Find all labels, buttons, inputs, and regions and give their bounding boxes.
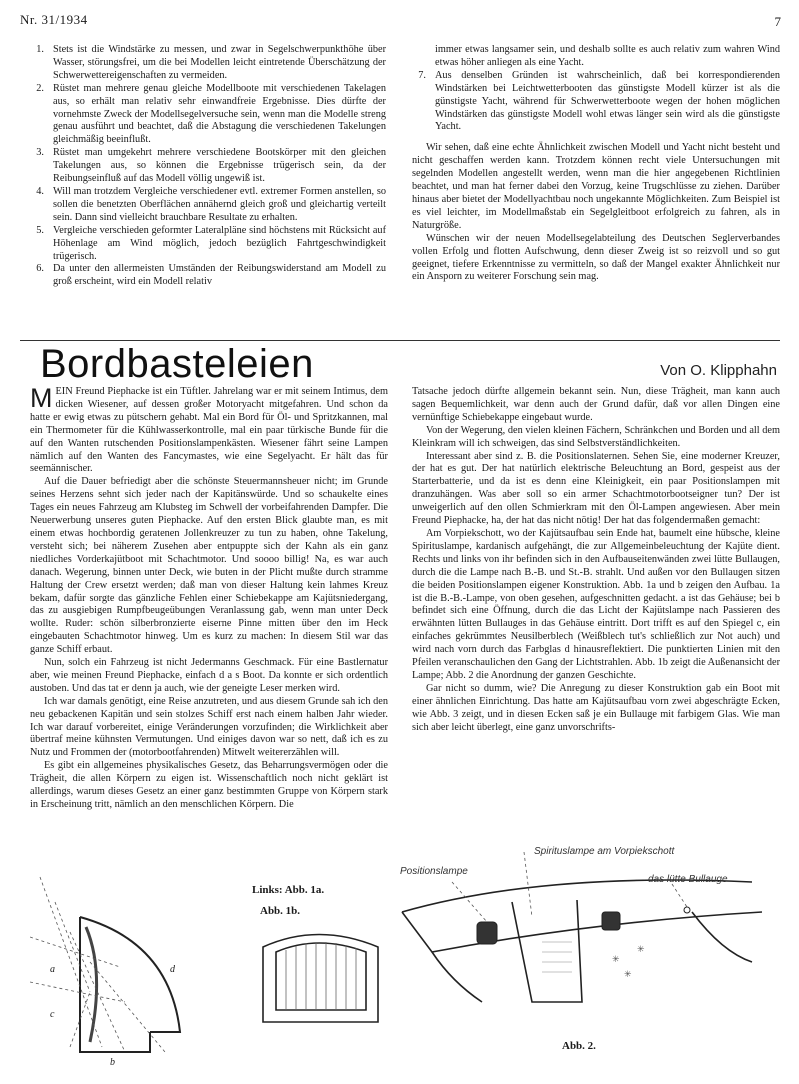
conclusion-list: [30, 44, 386, 289]
section-divider: [20, 340, 780, 341]
label-b: b: [110, 1057, 115, 1068]
paragraph: Gar nicht so dumm, wie? Die Anregung zu dieser Konstruktion gab ein Boot mit einer ähnlichen Einrichtung. Das hatte am Kajütsaufbau vorn zwei abgeschrägte Ecken, wie Abb. 3 zeigt, und in diesen Ecken saß je ein Bullauge mit farbigem Glas. Wie man sich aber leicht überlegt, eine ganz unvorschrifts-: [412, 682, 780, 733]
paragraph: Interessant aber sind z. B. die Positionslaternen. Sehen Sie, eine moderner Kreuzer, der hat es gut. Der hat natürlich elektrische Beleuchtung an Bord, gespeist aus der Starterbatterie, und da ist es denn eine Kleinigkeit, ein paar Positionslampen mit dranzuhängen. Was aber soll so ein armer Schachtmotorbootseigner tun? Der ist unweigerlich auf den ollen Schmierkram mit den Öl-Lampen angewiesen. Aber mein Freund Piephacke, ha, der hat das nicht nötig! Der hat das folgendermaßen gemacht:: [412, 450, 780, 527]
paragraph: Wünschen wir der neuen Modellsegelabteilung des Deutschen Seglerverbandes vollen Erfolg und flotten Aufschwung, denn dieser Zweig ist so reizvoll und so gut geeignet, tiefere Erkenntnisse zu vermitteln, so daß der Mangel exakter Ähnlichkeit nur ein Ansporn zu weiterer Forschung sein mag.: [412, 232, 780, 283]
issue-number: Nr. 31/1934: [20, 12, 88, 27]
paragraph: Ich war damals genötigt, eine Reise anzutreten, und aus diesem Grunde sah ich den neu gebackenen Kapitän und sein stolzes Schiff erst nach einem halben Jahr wieder. Ich war darauf vorbereitet, einige Veränderungen vorzufinden; die Wirklichkeit aber übertraf meine kühnsten Vermutungen. Und einiges davon war so nett, daß ich es zu Nutz und Frommen der (motorbootfahrenden) Mitwelt weitererzählen will.: [30, 695, 388, 759]
label-a: a: [50, 964, 55, 975]
paragraph: Von der Wegerung, den vielen kleinen Fächern, Schränkchen und Borden und all dem Kleinkram will ich schweigen, das sind Selbstverständlichkeiten.: [412, 424, 780, 449]
paragraph: Tatsache jedoch dürfte allgemein bekannt sein. Nun, diese Trägheit, man kann auch sagen Bequemlichkeit, war denn auch der Grund dafür, daß vor allen Dingen eine vernünftige Schiebekappe eingebaut wurde.: [412, 386, 780, 423]
label-positionslampe: Positionslampe: [400, 866, 468, 877]
figure-1a-lamp-section: [30, 872, 245, 1072]
label-d: d: [170, 964, 175, 975]
paragraph: Es gibt ein allgemeines physikalisches Gesetz, das Beharrungsvermögen oder die Trägheit, die allen Körpern zu eigen ist. Wissenschaftlich noch nicht geklärt ist allerdings, warum dieses Gesetz an einer ganz bestimmten Gruppe von Körpern stark in Erscheinung tritt, nämlich an den menschlichen Körpern. Die: [30, 760, 388, 810]
label-c: c: [50, 1009, 55, 1020]
paragraph: Am Vorpiekschott, wo der Kajütsaufbau sein Ende hat, baumelt eine hübsche, kleine Spirituslampe, kardanisch aufgehängt, die zur Allgemeinbeleuchtung der Kajüte dient. Rechts und links von ihr befinden sich in den Aufbauseitenwänden zwei lütte Bullaugen, durch die die Lampe nach B.-B. und St.-B. strahlt. Und außen vor den Bullaugen sitzen die beiden Positionslampen eigener Konstruktion. Abb. 1a und b zeigen den Aufbau. 1a ist die B.-B.-Lampe, von oben gesehen, aufgeschnitten gedacht. a ist das Gehäuse; bei b befindet sich eine Öffnung, durch die das Licht der Kajütslampe nach Passieren des erwähnten lütten Bullauges in das Gehäuse eintritt. Dort trifft es auf den Spiegel c, ein einfaches gekrümmtes Neusilberblech (Weißblech tut's schließlich zur Not auch) und wird nach vorn durch das Farbglas d hinausreflektiert. Die punktierten Linien mit den Pfeilen veranschaulichen den Gang der Lichtstrahlen. Abb. 1b zeigt die Außenansicht der Lampe; Abb. 2 die Anordnung der ganzen Geschichte.: [412, 527, 780, 681]
list-item: 1. Stets ist die Windstärke zu messen, und zwar in Segelschwerpunkthöhe über Wasser, störungsfrei, um die bei Modellen leicht eintretende Überschätzung der Schwerwettereigenschaften zu vermeiden.: [36, 44, 386, 81]
label-bullauge: das lütte Bullauge: [648, 874, 728, 885]
list-item-continuation: immer etwas langsamer sein, und deshalb sollte es auch relativ zum wahren Wind etwas höher anliegen als eine Yacht.: [435, 44, 780, 68]
page-number: 7: [774, 14, 781, 29]
paragraph: Nun, solch ein Fahrzeug ist nicht Jedermanns Geschmack. Für eine Bastlernatur aber, wie meinen Freund Piephacke, einfach d a s Boot. Da konnte er sich ordentlich austoben. Und das tat er denn ja auch, wie der geneigte Leser merken wird.: [30, 657, 388, 694]
svg-text:✳: ✳: [624, 970, 632, 980]
paragraph: MEIN Freund Piephacke ist ein Tüftler. Jahrelang war er mit seinem Intimus, dem dicken Wiesener, auf dessen großer Motoryacht mitgefahren. Und schon da hatte er ewig etwas zu pütschern gehabt. Mal ein Bord für Öl- und Spritzkannen, mal ein Thermometer für die Kühlwasserkontrolle, mal ein paar türkische Bunde für die auf den Wanten rutschenden Positionslampenkästen. Wiesener fährt seine Lampen nämlich auf den Wanten des Fancymastes, wie eine Segelyacht. Er hält das für seemännischer.: [30, 383, 388, 475]
caption-abb-1b: Abb. 1b.: [260, 905, 301, 917]
list-item: 5. Vergleiche verschieden geformter Lateralpläne sind höchstens mit Rücksicht auf Höhenlage am Wind möglich, jedoch bezüglich Fahrtgeschwindigkeit trügerisch.: [36, 224, 386, 262]
article-author: Von O. Klipphahn: [660, 362, 777, 379]
paragraph: Auf die Dauer befriedigt aber die schönste Steuermannsheuer nicht; im Grunde seines Herzens sehnt sich jeder nach der Kapitänswürde. Und so schaukelte eines Tages ein neues Fahrzeug am Klubsteg im Schwell der vorbeifahrenden Dampfer. Die Neuerwerbung unseres guten Piephacke. Auf den ersten Blick glaubte man, es mit einem etwas hochbordig geratenen Jollenkreuzer zu tun zu haben, ohne Takelung, versteht sich; bei näherem Zusehen aber entpuppte sich der Kahn als ein ganz niedliches Vorderkajütboot mit Schachtmotor. Und soooo billig! Na, es war auch danach. Wegerung, binnen unter Deck, wie buten in der Plicht mußte durch stramme Haltung der Crew ersetzt werden; daß man von dieser Haltung kein lahmes Kreuz bekam, dafür sorgte das gänzliche Fehlen einer Schiebekappe am Kajütsniedergang, das zu ausgiebigen Rumpfbeugeübungen Veranlassung gab, wenn man unter Deck wollte. Ruder: schön silberbronzierte eiserne Pinne mitten über den im Heck eingebauten Schachtmotor hinweg. Um es kurz zu machen: In diesem Stil war das ganze Schiff erbaut.: [30, 476, 388, 656]
paragraph: Wir sehen, daß eine echte Ähnlichkeit zwischen Modell und Yacht nicht besteht und nicht geschaffen werden kann. Trotzdem können recht viele Untersuchungen mit segelnden Modellen angestellt werden, wenn man die hier angegebenen Richtlinien beachtet, und man hat ferner dabei den Vorzug, keine Trugschlüsse zu ziehen. Darüber hinaus aber bietet der Modellyachtbau noch ungekannte Möglichkeiten. Zum Beispiel ist es viel leichter, im Modellmaßstab ein Segelgleitboot erfolgreich zu fahren, als in Naturgröße.: [412, 142, 780, 231]
figure-1b-lamp-exterior: [258, 922, 383, 1032]
drop-cap: M: [30, 383, 53, 413]
top-left-column: [30, 44, 386, 289]
list-item: 6. Da unter den allermeisten Umständen der Reibungswiderstand am Modell zu groß erscheint, wird ein Modell relativ: [36, 263, 386, 288]
list-item: 4. Will man trotzdem Vergleiche verschiedener evtl. extremer Formen anstellen, so sollen die benetzten Oberflächen annähernd gleich groß und gleichartig verteilt sein. Dann sind vielleicht brauchbare Resultate zu erhalten.: [36, 185, 386, 223]
list-item: 7. Aus denselben Gründen ist wahrscheinlich, daß bei korrespondierenden Windstärken bei Leichtwetterbooten das günstigste Modell kürzer ist als die günstigste Yacht, während für Schwerwetterboote wegen der hohen möglichen Windstärken das günstigste Modell wohl etwas länger sein wird als die günstigste Yacht.: [418, 69, 780, 133]
top-right-column: [412, 44, 780, 284]
caption-abb-2: Abb. 2.: [562, 1040, 596, 1052]
article-title: Bordbasteleien: [40, 342, 314, 386]
svg-text:✳: ✳: [637, 945, 645, 955]
list-item: 3. Rüstet man umgekehrt mehrere verschiedene Bootskörper mit den gleichen Takelungen aus, so können die Ergebnisse trügerisch sein, da der Reibungseinfluß auf das Modell völlig ungewiß ist.: [36, 147, 386, 185]
label-spirituslampe: Spirituslampe am Vorpiekschott: [534, 846, 675, 857]
caption-abb-1a: Links: Abb. 1a.: [252, 884, 325, 896]
article-left-column: [30, 383, 388, 812]
list-item: 2. Rüstet man mehrere genau gleiche Modellboote mit verschiedenen Takelagen aus, so erhält man relativ sehr einwandfreie Ergebnisse. Dies dürfte der vornehmste Zweck der Modellsegelversuche sein, wenn man die Modelle streng genau ausführt und beachtet, daß die Abstagung die verschiedenen Takelungen gleichmäßig beeinflußt.: [36, 82, 386, 146]
svg-text:✳: ✳: [612, 955, 620, 965]
article-right-column: [412, 386, 780, 734]
